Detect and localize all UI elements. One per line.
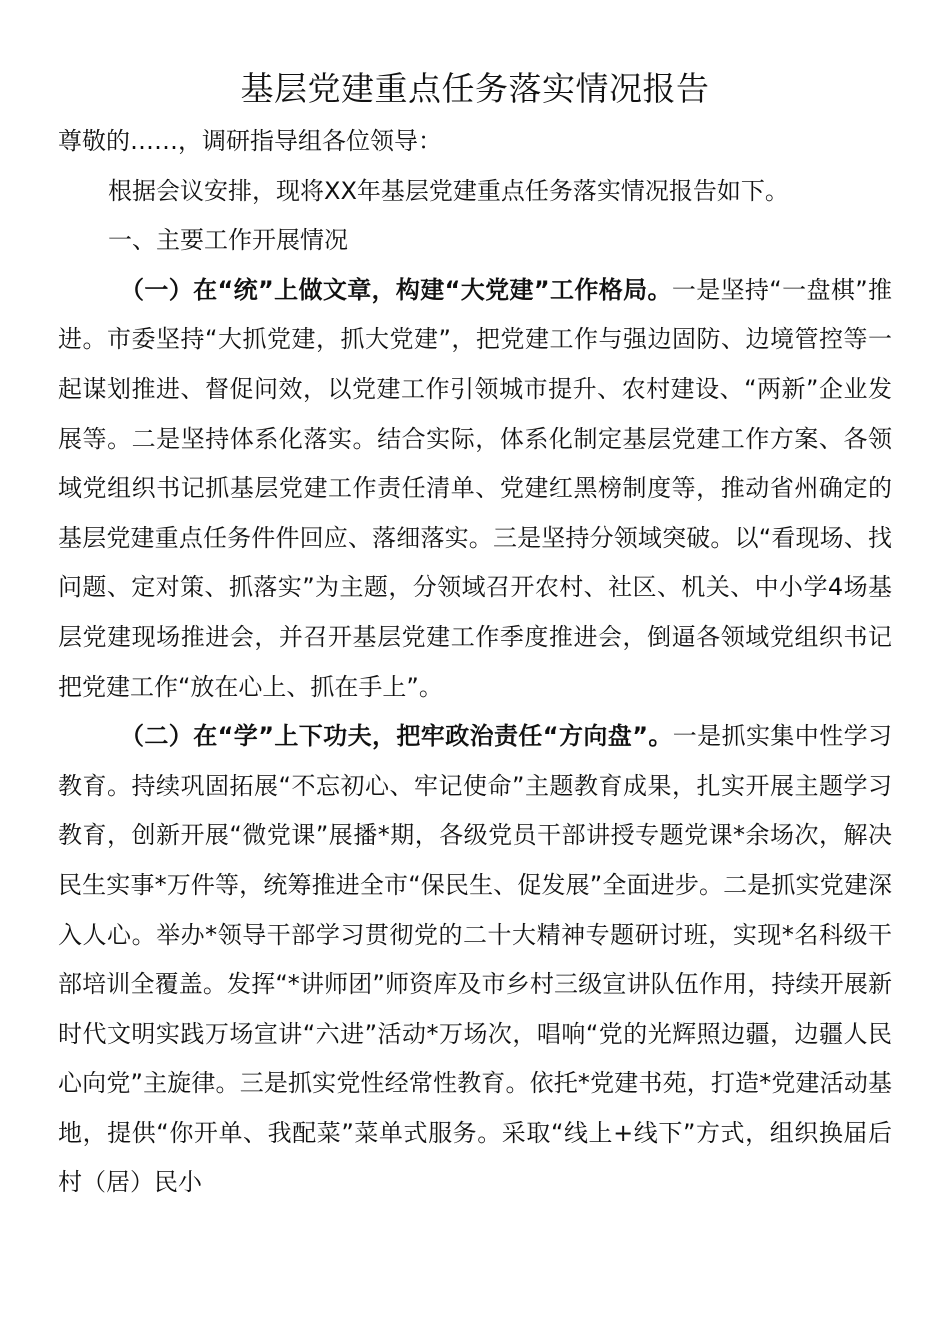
subsection-2-text: 一是抓实集中性学习教育。持续巩固拓展“不忘初心、牢记使命”主题教育成果，扎实开展主题学习教育，创新开展“微党课”展播*期，各级党员干部讲授专题党课*余场次，解决民生实事*万件等，统筹推进全市“保民生、促发展”全面进步。二是抓实党建深入人心。举办*领导干部学习贯彻党的二十大精神专题研讨班，实现*名科级干部培训全覆盖。发挥“*讲师团”师资库及市乡村三级宣讲队伍作用，持续开展新时代文明实践万场宣讲“六进”活动*万场次，唱响“党的光辉照边疆，边疆人民心向党”主旋律。三是抓实党性经常性教育。依托*党建书苑，打造*党建活动基地，提供“你开单、我配菜”菜单式服务。采取“线上+线下”方式，组织换届后村（居）民小 [58,722,893,1197]
subsection-1-paragraph [58,266,892,712]
section-heading: 一、主要工作开展情况 [108,226,348,255]
subsection-1-heading: （一）在“统”上做文章，构建“大党建”工作格局。 [120,275,672,304]
subsection-2-paragraph [58,712,892,1208]
salutation: 尊敬的……，调研指导组各位领导： [58,127,442,155]
intro-paragraph: 根据会议安排，现将XX年基层党建重点任务落实情况报告如下。 [108,176,789,205]
subsection-1-text: 一是坚持“一盘棋”推进。市委坚持“大抓党建，抓大党建”，把党建工作与强边固防、边境管控等一起谋划推进、督促问效，以党建工作引领城市提升、农村建设、“两新”企业发展等。二是坚持体系化落实。结合实际，体系化制定基层党建工作方案、各领域党组织书记抓基层党建工作责任清单、党建红黑榜制度等，推动省州确定的基层党建重点任务件件回应、落细落实。三是坚持分领域突破。以“看现场、找问题、定对策、抓落实”为主题，分领域召开农村、社区、机关、中小学4场基层党建现场推进会，并召开基层党建工作季度推进会，倒逼各领域党组织书记把党建工作“放在心上、抓在手上”。 [58,275,892,701]
document-title: 基层党建重点任务落实情况报告 [240,69,710,108]
subsection-2-heading: （二）在“学”上下功夫，把牢政治责任“方向盘”。 [120,722,673,751]
document-body [58,117,892,1208]
